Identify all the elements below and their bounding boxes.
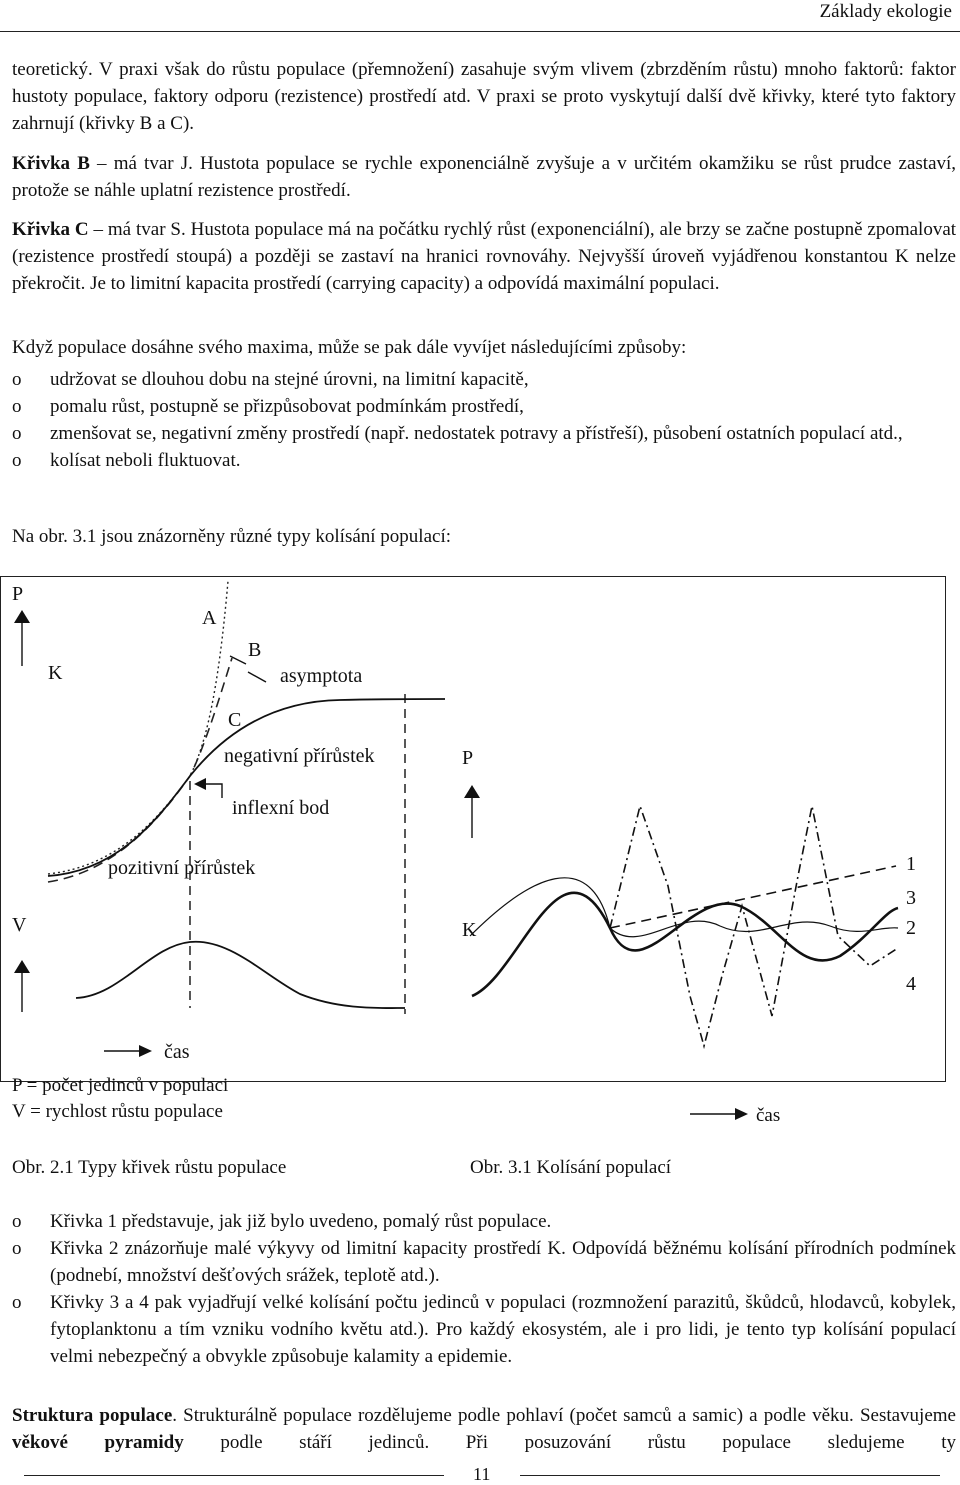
- curve-3-label: 3: [906, 887, 916, 909]
- right-time-arrow-icon: [735, 1108, 748, 1120]
- right-p-axis-label: P: [462, 747, 474, 769]
- curve-b-shape: má tvar J.: [113, 153, 193, 174]
- list-item: o udržovat se dlouhou dobu na stejné úrovni, na limitní kapacitě,: [12, 366, 956, 393]
- structure-title: Struktura populace: [12, 1405, 173, 1426]
- running-header: Základy ekologie: [819, 1, 952, 22]
- negative-growth-label: negativní přírůstek: [224, 745, 375, 767]
- footer-rule-right: [520, 1475, 940, 1476]
- right-k-label: K: [462, 919, 477, 941]
- intro-paragraph: teoretický. V praxi však do růstu populace (přemnožení) zasahuje svým vlivem (zbrzděním růstu) mnoho faktorů: faktor hustoty populace, faktory odporu (rezistence) prostředí atd. V praxi se proto vyskytují další dvě křivky, které tyto faktory zahrnují (křivky B a C).: [12, 59, 956, 134]
- left-time-label: čas: [164, 1041, 190, 1063]
- figure-intro: Na obr. 3.1 jsou znázorněny různé typy kolísání populací:: [12, 526, 452, 547]
- left-p-axis-label: P: [12, 583, 24, 605]
- curve-2-label: 2: [906, 917, 916, 939]
- max-intro: Když populace dosáhne svého maxima, může se pak dále vyvíjet následujícími způsoby:: [12, 337, 687, 358]
- curve-1-label: 1: [906, 853, 916, 875]
- label-c: C: [228, 709, 242, 731]
- bullet-marker: o: [12, 369, 22, 390]
- label-a: A: [202, 607, 217, 629]
- bullet-marker: o: [12, 423, 22, 444]
- list-item: o kolísat neboli fluktuovat.: [12, 447, 956, 474]
- positive-growth-label: pozitivní přírůstek: [108, 857, 256, 879]
- curve-c-shape: má tvar S.: [107, 219, 186, 240]
- figure-legend: [12, 1073, 228, 1125]
- curve-c-title: Křivka C: [12, 219, 89, 240]
- structure-paragraph: Struktura populace. Strukturálně populace rozdělujeme podle pohlaví (počet samců a samic) a podle věku. Sestavujeme věkové pyramidy podle stáří jedinců. Při posuzování růstu populace sledujeme ty: [12, 1405, 956, 1453]
- page-number: 11: [473, 1464, 491, 1484]
- list-item: o Křivky 3 a 4 pak vyjadřují velké kolísání počtu jedinců v populaci (rozmnožení parazitů, škůdců, hlodavců, kobylek, fytoplanktonu a tím vzniku vodního květu atd.). Pro každý ekosystém, ale i pro lidi, je tento typ kolísání populací velmi nebezpečný a obvykle způsobuje kalamity a epidemie.: [12, 1289, 956, 1370]
- curve-c-dash: –: [93, 219, 104, 240]
- bullet-marker: o: [12, 450, 22, 471]
- curves-notes-list: [12, 1208, 956, 1370]
- curve-4-label: 4: [906, 973, 916, 995]
- bullet-marker: o: [12, 1238, 22, 1259]
- list-item: o zmenšovat se, negativní změny prostředí (např. nedostatek potravy a přístřeší), působení ostatních populací atd.,: [12, 420, 956, 447]
- inflection-label: inflexní bod: [232, 797, 330, 819]
- curve-b-dash: –: [97, 153, 107, 174]
- bullet-marker: o: [12, 1292, 22, 1313]
- label-b: B: [248, 639, 262, 661]
- legend-p: P = počet jedinců v populaci: [12, 1075, 229, 1096]
- bullet-marker: o: [12, 396, 22, 417]
- curve-b-title: Křivka B: [12, 153, 90, 174]
- curve-b-text: Hustota populace se rychle exponenciálně zvyšuje a v určitém okamžiku se růst prudce zastaví, protože se náhle uplatní rezistence prostředí.: [12, 153, 957, 201]
- curve-c-text: Hustota populace má na počátku rychlý růst (exponenciální), ale brzy se začne postupně zpomalovat (rezistence prostředí stoupá) a později se zastaví na hranici rovnováhy. Nejvyšší úroveň vyjádřenou konstantou K nelze překročit. Je to limitní kapacita prostředí (carrying capacity) a odpovídá maximální populaci.: [12, 219, 957, 294]
- right-time-label: čas: [756, 1105, 781, 1126]
- list-item: o Křivka 2 znázorňuje malé výkyvy od limitní kapacity prostředí K. Odpovídá běžnému kolísání přírodních podmínek (podnebí, množství dešťových srážek, teplotě atd.).: [12, 1235, 956, 1289]
- caption-right: Obr. 3.1 Kolísání populací: [470, 1157, 672, 1178]
- list-item: o Křivka 1 představuje, jak již bylo uvedeno, pomalý růst populace.: [12, 1208, 956, 1235]
- bullet-marker: o: [12, 1211, 22, 1232]
- list-item: o pomalu růst, postupně se přizpůsobovat podmínkám prostředí,: [12, 393, 956, 420]
- age-pyramids-term: věkové pyramidy: [12, 1432, 184, 1453]
- left-v-axis-label: V: [12, 914, 27, 936]
- caption-left: Obr. 2.1 Typy křivek růstu populace: [12, 1157, 287, 1178]
- footer-rule-left: [24, 1475, 444, 1476]
- legend-v: V = rychlost růstu populace: [12, 1101, 223, 1122]
- k-label: K: [48, 662, 63, 684]
- asymptote-label: asymptota: [280, 665, 363, 687]
